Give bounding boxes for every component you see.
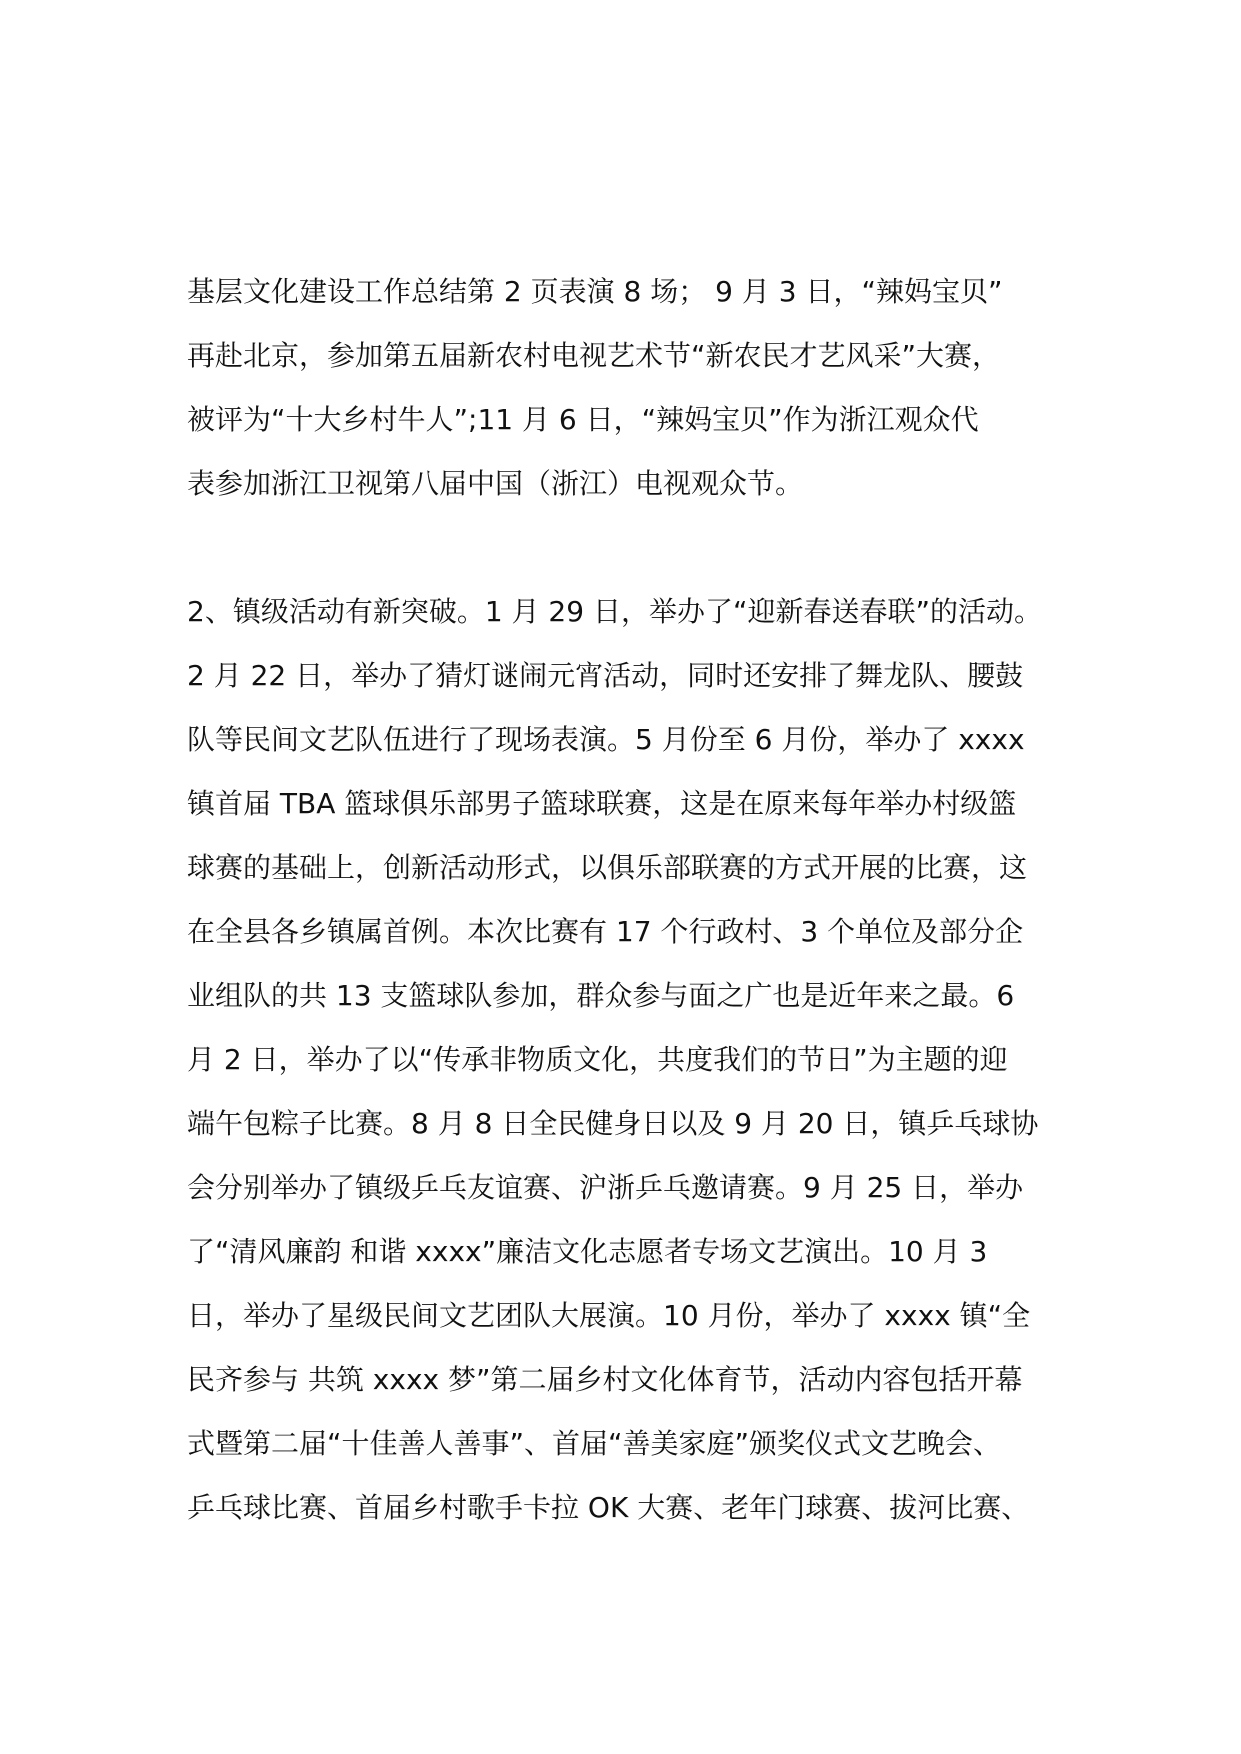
text-line: 被评为“十大乡村牛人”;11 月 6 日，“辣妈宝贝”作为浙江观众代 <box>187 403 979 436</box>
paragraph-spacer <box>187 516 1067 580</box>
text-line: 会分别举办了镇级乒乓友谊赛、沪浙乒乓邀请赛。9 月 25 日，举办 <box>187 1171 1024 1204</box>
text-line: 在全县各乡镇属首例。本次比赛有 17 个行政村、3 个单位及部分企 <box>187 915 1024 948</box>
document-body <box>187 260 1067 1540</box>
text-line: 再赴北京，参加第五届新农村电视艺术节“新农民才艺风采”大赛， <box>187 339 1001 372</box>
text-line: 2 月 22 日，举办了猜灯谜闹元宵活动，同时还安排了舞龙队、腰鼓 <box>187 659 1024 692</box>
text-line: 了“清风廉韵 和谐 xxxx”廉洁文化志愿者专场文艺演出。10 月 3 <box>187 1235 988 1268</box>
text-line: 端午包粽子比赛。8 月 8 日全民健身日以及 9 月 20 日，镇乒乓球协 <box>187 1107 1039 1140</box>
paragraph-performances <box>187 260 1067 516</box>
paragraph-town-activities <box>187 580 1067 1540</box>
text-line: 民齐参与 共筑 xxxx 梦”第二届乡村文化体育节，活动内容包括开幕 <box>187 1363 1023 1396</box>
text-line: 基层文化建设工作总结第 2 页表演 8 场； 9 月 3 日，“辣妈宝贝” <box>187 275 1003 308</box>
text-line: 队等民间文艺队伍进行了现场表演。5 月份至 6 月份，举办了 xxxx <box>187 723 1025 756</box>
text-line: 球赛的基础上，创新活动形式，以俱乐部联赛的方式开展的比赛，这 <box>187 851 1028 884</box>
text-line: 镇首届 TBA 篮球俱乐部男子篮球联赛，这是在原来每年举办村级篮 <box>187 787 1017 820</box>
text-line: 业组队的共 13 支篮球队参加，群众参与面之广也是近年来之最。6 <box>187 979 1015 1012</box>
text-line: 乒乓球比赛、首届乡村歌手卡拉 OK 大赛、老年门球赛、拔河比赛、 <box>187 1491 1030 1524</box>
text-line: 月 2 日，举办了以“传承非物质文化，共度我们的节日”为主题的迎 <box>187 1043 1008 1076</box>
text-line: 表参加浙江卫视第八届中国（浙江）电视观众节。 <box>187 467 804 500</box>
text-line: 式暨第二届“十佳善人善事”、首届“善美家庭”颁奖仪式文艺晚会、 <box>187 1427 1002 1460</box>
text-line: 日，举办了星级民间文艺团队大展演。10 月份，举办了 xxxx 镇“全 <box>187 1299 1031 1332</box>
text-line: 2、镇级活动有新突破。1 月 29 日，举办了“迎新春送春联”的活动。 <box>187 595 1042 628</box>
